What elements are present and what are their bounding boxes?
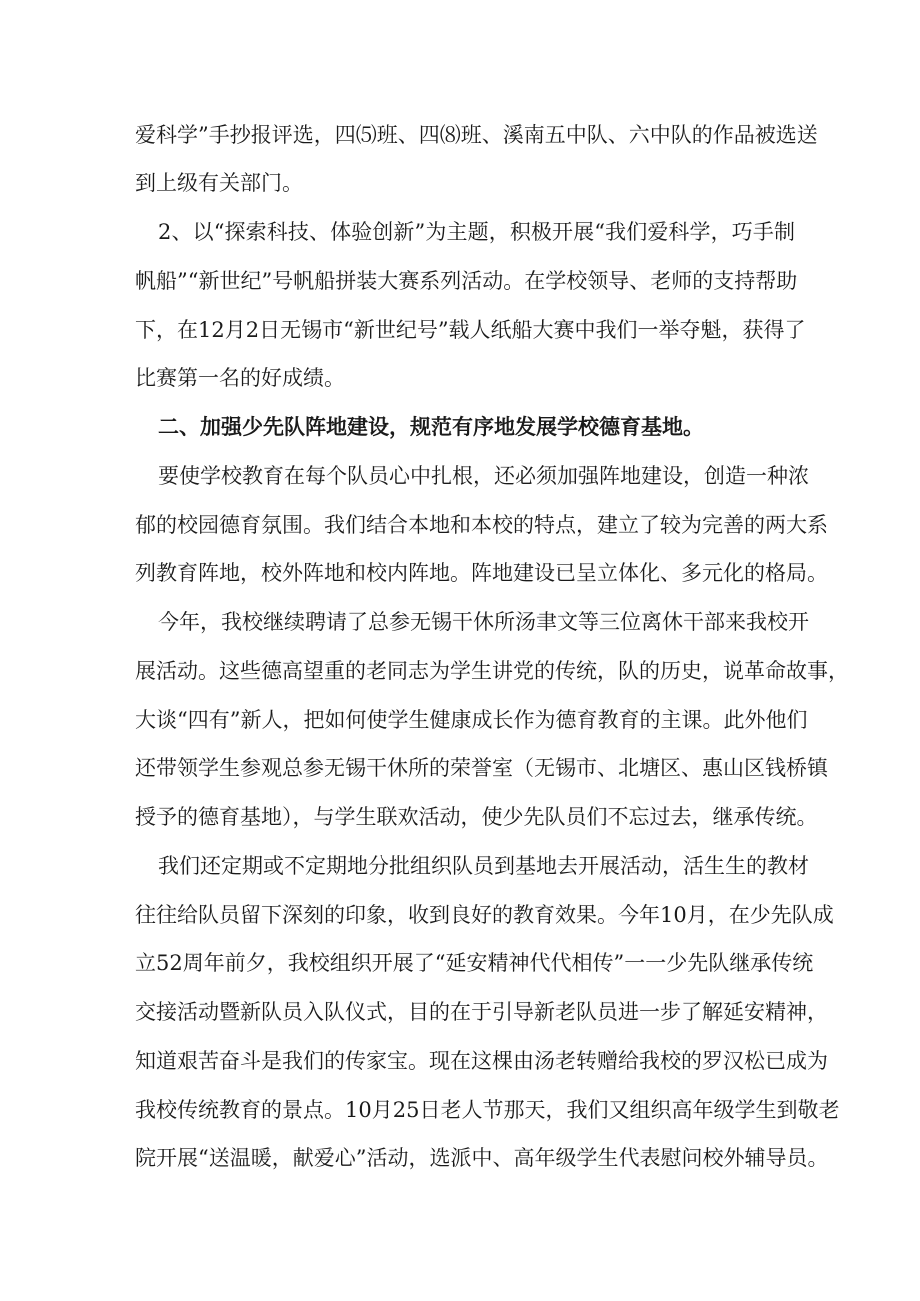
paragraph-line: 我们还定期或不定期地分批组织队员到基地去开展活动，活生生的教材 bbox=[158, 854, 809, 878]
paragraph-line: 授予的德育基地），与学生联欢活动，使少先队员们不忘过去，继承传统。 bbox=[135, 805, 818, 829]
paragraph-line: 立52周年前夕，我校组织开展了“延安精神代代相传”一一少先队继承传统 bbox=[135, 951, 814, 975]
paragraph-line: 下，在12月2日无锡市“新世纪号”载人纸船大赛中我们一举夺魁，获得了 bbox=[135, 318, 806, 342]
paragraph-line: 知道艰苦奋斗是我们的传家宝。现在这棵由汤老转赠给我校的罗汉松已成为 bbox=[135, 1049, 828, 1073]
paragraph-line: 院开展“送温暖，献爱心”活动，选派中、高年级学生代表慰问校外辅导员。 bbox=[135, 1146, 829, 1170]
paragraph-line: 要使学校教育在每个队员心中扎根，还必须加强阵地建设，创造一种浓 bbox=[158, 464, 809, 488]
paragraph-line: 列教育阵地，校外阵地和校内阵地。阵地建设已呈立体化、多元化的格局。 bbox=[135, 561, 828, 585]
section-heading: 二、加强少先队阵地建设，规范有序地发展学校德育基地。 bbox=[158, 415, 704, 439]
paragraph-line: 大谈“四有”新人，把如何使学生健康成长作为德育教育的主课。此外他们 bbox=[135, 708, 808, 732]
paragraph-line: 帆船”“新世纪”号帆船拼装大赛系列活动。在学校领导、老师的支持帮助 bbox=[135, 269, 798, 293]
paragraph-line: 交接活动暨新队员入队仪式，目的在于引导新老队员进一步了解延安精神， bbox=[135, 1000, 828, 1024]
paragraph-line: 我校传统教育的景点。10月25日老人节那天，我们又组织高年级学生到敬老 bbox=[135, 1098, 840, 1122]
paragraph-line: 2、以“探索科技、体验创新”为主题，积极开展“我们爱科学，巧手制 bbox=[158, 220, 795, 244]
paragraph-line: 比赛第一名的好成绩。 bbox=[135, 366, 345, 390]
paragraph-line: 还带领学生参观总参无锡干休所的荣誉室（无锡市、北塘区、惠山区钱桥镇 bbox=[135, 756, 828, 780]
paragraph-line: 往往给队员留下深刻的印象，收到良好的教育效果。今年10月，在少先队成 bbox=[135, 903, 834, 927]
paragraph-line: 到上级有关部门。 bbox=[135, 171, 303, 195]
paragraph-line: 爱科学”手抄报评选，四⑸班、四⑻班、溪南五中队、六中队的作品被选送 bbox=[135, 123, 818, 147]
paragraph-line: 今年，我校继续聘请了总参无锡干休所汤聿文等三位离休干部来我校开 bbox=[158, 610, 809, 634]
paragraph-line: 展活动。这些德高望重的老同志为学生讲党的传统，队的历史，说革命故事， bbox=[135, 659, 849, 683]
paragraph-line: 郁的校园德育氛围。我们结合本地和本校的特点，建立了较为完善的两大系 bbox=[135, 513, 828, 537]
